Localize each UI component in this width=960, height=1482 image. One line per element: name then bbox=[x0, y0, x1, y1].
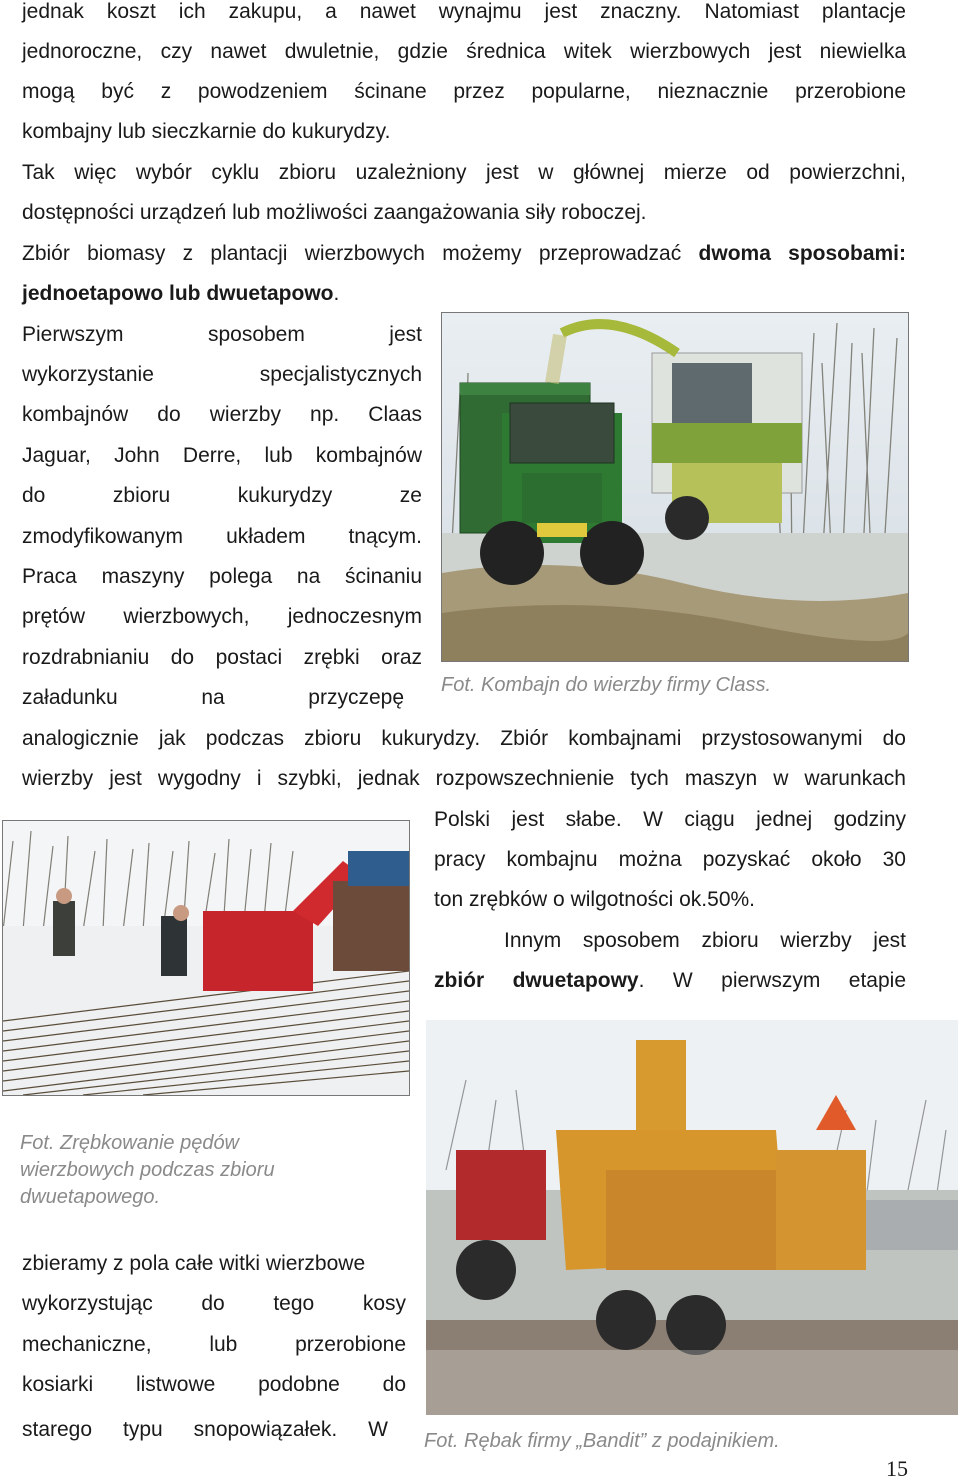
methods-text: Zbiór biomasy z plantacji wierzbowych możemy przeprowadzać bbox=[22, 242, 699, 265]
bottom-left-line-5: starego typu snopowiązałek. W bbox=[22, 1418, 388, 1441]
intro-line-2: jednoroczne, czy nawet dwuletnie, gdzie średnica witek wierzbowych jest niewielka bbox=[22, 40, 906, 63]
chipping-caption-line-3: dwuetapowego. bbox=[20, 1186, 161, 1208]
second-method-bold: zbiór dwuetapowy bbox=[434, 969, 639, 992]
bottom-left-line-2: wykorzystując do tego kosy bbox=[22, 1292, 406, 1315]
first-method-line-5: do zbioru kukurydzy ze bbox=[22, 484, 422, 507]
methods-line-1 bbox=[22, 234, 906, 274]
first-method-line-9: rozdrabnianiu do postaci zrębki oraz bbox=[22, 646, 422, 669]
bottom-left-line-4: kosiarki listwowe podobne do bbox=[22, 1373, 406, 1396]
second-method-suffix: . W pierwszym etapie bbox=[638, 969, 906, 992]
methods-bold-2: jednoetapowo lub dwuetapowo bbox=[22, 282, 334, 305]
combine-caption: Fot. Kombajn do wierzby firmy Class. bbox=[441, 674, 772, 696]
combine-photo bbox=[441, 312, 909, 662]
right-col-line-1: Polski jest słabe. W ciągu jednej godziny bbox=[434, 808, 906, 831]
methods-line-2 bbox=[22, 274, 339, 314]
first-method-line-2: wykorzystanie specjalistycznych bbox=[22, 363, 422, 386]
page-number: 15 bbox=[886, 1456, 908, 1481]
chipper-caption: Fot. Rębak firmy „Bandit” z podajnikiem. bbox=[424, 1430, 780, 1452]
chipping-caption-line-1: Fot. Zrębkowanie pędów bbox=[20, 1132, 240, 1154]
chipping-photo bbox=[2, 820, 410, 1096]
methods-suffix: . bbox=[333, 282, 340, 305]
cycle-line-2: dostępności urządzeń lub możliwości zaangażowania siły roboczej. bbox=[22, 201, 647, 224]
second-method-line-2 bbox=[434, 961, 906, 1001]
intro-line-1: jednak koszt ich zakupu, a nawet wynajmu jest znaczny. Natomiast plantacje bbox=[22, 0, 906, 23]
bottom-left-line-1: zbieramy z pola całe witki wierzbowe bbox=[22, 1252, 366, 1275]
chipper-photo bbox=[426, 1020, 958, 1415]
first-method-line-8: prętów wierzbowych, jednoczesnym bbox=[22, 605, 422, 628]
chipping-caption-line-2: wierzbowych podczas zbioru bbox=[20, 1159, 275, 1181]
first-method-line-3: kombajnów do wierzby np. Claas bbox=[22, 403, 422, 426]
cycle-line-1: Tak więc wybór cyklu zbioru uzależniony jest w głównej mierze od powierzchni, bbox=[22, 161, 906, 184]
bottom-left-line-3: mechaniczne, lub przerobione bbox=[22, 1333, 406, 1356]
right-col-line-2: pracy kombajnu można pozyskać około 30 bbox=[434, 848, 906, 871]
first-method-line-1: Pierwszym sposobem jest bbox=[22, 323, 422, 346]
intro-line-3: mogą być z powodzeniem ścinane przez popularne, nieznacznie przerobione bbox=[22, 80, 906, 103]
right-col-line-3: ton zrębków o wilgotności ok.50%. bbox=[434, 888, 755, 911]
second-method-line-1: Innym sposobem zbioru wierzby jest bbox=[504, 929, 906, 952]
first-method-line-6: zmodyfikowanym układem tnącym. bbox=[22, 525, 422, 548]
methods-bold: dwoma sposobami: bbox=[698, 242, 907, 265]
after-line-1: analogicznie jak podczas zbioru kukurydzy. Zbiór kombajnami przystosowanymi do bbox=[22, 727, 906, 750]
intro-line-4: kombajny lub sieczkarnie do kukurydzy. bbox=[22, 120, 391, 143]
after-line-2: wierzby jest wygodny i szybki, jednak rozpowszechnienie tych maszyn w warunkach bbox=[22, 767, 906, 790]
first-method-line-7: Praca maszyny polega na ścinaniu bbox=[22, 565, 422, 588]
first-method-line-10: załadunku na przyczepę bbox=[22, 686, 404, 709]
first-method-line-4: Jaguar, John Derre, lub kombajnów bbox=[22, 444, 422, 467]
